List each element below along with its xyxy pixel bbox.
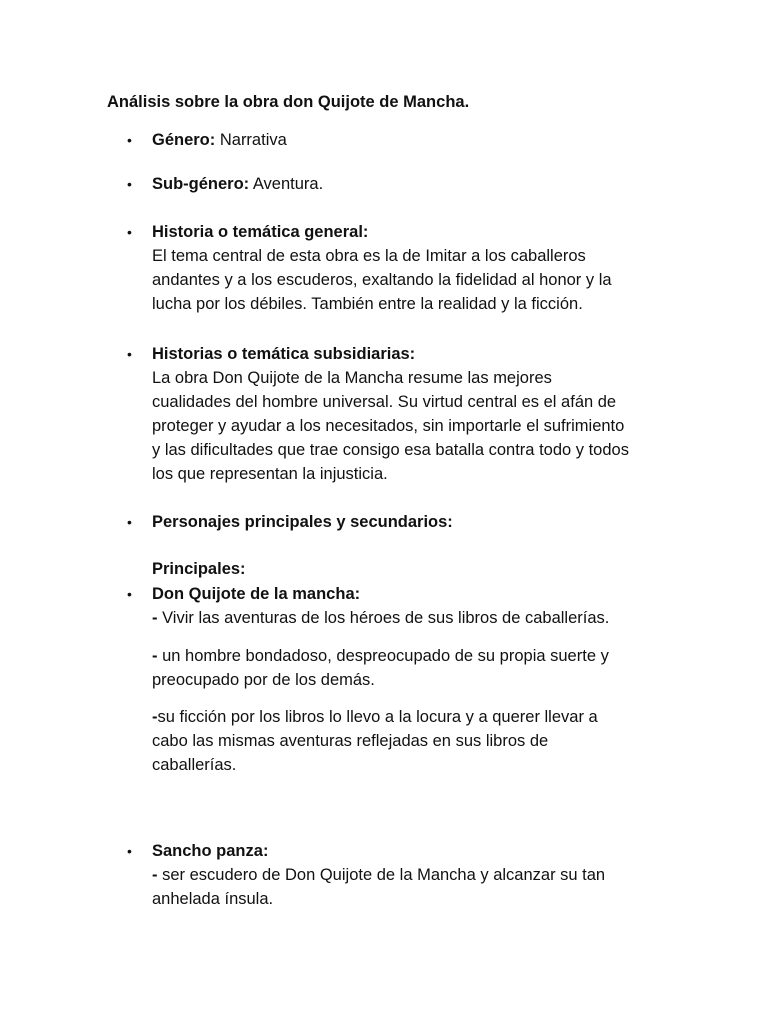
subgenero-label: Sub-género: [152, 175, 250, 193]
bullet-icon: • [127, 843, 132, 859]
genero-item [152, 128, 712, 152]
genero-value: Narrativa [215, 131, 287, 149]
personajes-heading: Personajes principales y secundarios: [152, 513, 453, 531]
document-title: Análisis sobre la obra don Quijote de Mancha. [107, 93, 470, 111]
bullet-icon: • [127, 514, 132, 530]
sancho-item: Sancho panza: - ser escudero de Don Quijote de la Mancha y alcanzar su tan anhelada ínsula. [152, 839, 712, 911]
subsidiarias-line: cualidades del hombre universal. Su virtud central es el afán de [152, 393, 617, 411]
principales-heading: Principales: [152, 560, 246, 578]
bullet-icon: • [127, 586, 132, 602]
quijote-item [152, 582, 712, 630]
subsidiarias-line: proteger y ayudar a los necesitados, sin importarle el sufrimiento [152, 417, 625, 435]
bullet-icon: • [127, 346, 132, 362]
historia-line: lucha por los débiles. También entre la realidad y la ficción. [152, 295, 583, 313]
genero-label: Género: [152, 131, 216, 149]
bullet-icon: • [127, 176, 132, 192]
subgenero-value: Aventura. [249, 175, 324, 193]
historia-item [152, 220, 712, 316]
historia-line: andantes y a los escuderos, exaltando la fidelidad al honor y la [152, 271, 612, 289]
subsidiarias-line: y las dificultades que trae consigo esa batalla contra todo y todos [152, 441, 629, 459]
quijote-heading: Don Quijote de la mancha: [152, 585, 361, 603]
subsidiarias-line: La obra Don Quijote de la Mancha resume las mejores [152, 369, 552, 387]
quijote-point-3: -su ficción por los libros lo llevo a la locura y a querer llevar a cabo las mismas aventuras reflejadas en sus libros de caballerías. [152, 708, 598, 774]
bullet-icon: • [127, 132, 132, 148]
historia-heading: Historia o temática general: [152, 223, 369, 241]
subsidiarias-item [152, 342, 712, 486]
quijote-point-1: - Vivir las aventuras de los héroes de sus libros de caballerías. [152, 609, 610, 627]
subsidiarias-heading: Historias o temática subsidiarias: [152, 345, 416, 363]
subgenero-item [152, 172, 712, 196]
sancho-heading: Sancho panza: [152, 842, 269, 860]
subsidiarias-line: los que representan la injusticia. [152, 465, 388, 483]
quijote-point-2: - un hombre bondadoso, despreocupado de su propia suerte y preocupado por de los demás. [152, 647, 609, 689]
bullet-icon: • [127, 224, 132, 240]
historia-line: El tema central de esta obra es la de Imitar a los caballeros [152, 247, 586, 265]
